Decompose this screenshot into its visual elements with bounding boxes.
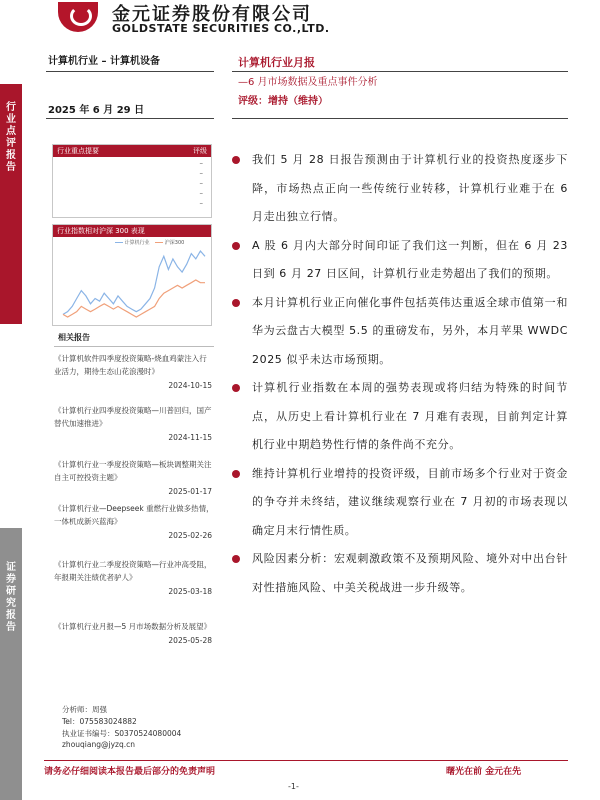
key-point-text: 我们 5 月 28 日报告预测由于计算机行业的投资热度逐步下降，市场热点正向一些传统行业转移，计算机行业难于在 6 月走出独立行情。 (252, 153, 568, 223)
analyst-email[interactable]: zhouqiang@jyzq.cn (62, 740, 135, 749)
bullet-dot-icon (232, 156, 240, 164)
bullet-dot-icon (232, 299, 240, 307)
key-point-text: 本月计算机行业正向催化事件包括英伟达重返全球市值第一和华为云盘古大模型 5.5 的重磅发布，另外，本月苹果 WWDC 2025 似乎未达市场预期。 (252, 295, 568, 366)
related-report-item[interactable] (54, 458, 214, 498)
key-point-text: A 股 6 月内大部分时间印证了我们这一判断，但在 6 月 23 日到 6 月 27 日区间，计算机行业走势超出了我们的预期。 (252, 238, 568, 280)
legend-swatch-hs300 (155, 242, 163, 243)
analyst-name: 分析师：周强 (62, 705, 107, 714)
related-report-date: 2024-11-15 (168, 433, 212, 442)
divider (46, 118, 214, 119)
key-point (232, 460, 568, 546)
research-label: 证券研究报告 (6, 562, 16, 633)
key-points-list (232, 146, 568, 602)
divider (232, 118, 568, 119)
analyst-cert: 执业证书编号：S0370524080004 (62, 729, 182, 738)
related-report-item[interactable] (54, 620, 214, 647)
industry-label: 计算机行业 – 计算机设备 (48, 56, 160, 67)
chart-legend (115, 239, 184, 246)
report-date: 2025 年 6 月 29 日 (48, 105, 145, 116)
divider (54, 346, 214, 347)
report-subtitle: —6 月市场数据及重点事件分析 (238, 77, 378, 88)
rating-placeholder: – (199, 159, 203, 167)
related-report-title: 《计算机行业四季度投资策略—川普回归，国产替代加速推进》 (54, 406, 212, 428)
legend-label-hs300: 沪深300 (164, 240, 185, 246)
chart-title: 行业指数相对沪深 300 表现 (57, 227, 145, 235)
report-rating: 评级：增持（维持） (238, 96, 328, 107)
related-report-date: 2024-10-15 (168, 381, 212, 390)
disclaimer-note: 请务必仔细阅读本报告最后部分的免责声明 (44, 767, 216, 777)
key-point (232, 232, 568, 289)
key-point (232, 545, 568, 602)
brand-name-cn: 金元证券股份有限公司 (112, 4, 312, 25)
related-report-item[interactable] (54, 404, 214, 444)
research-tag (0, 528, 22, 800)
legend-label-industry: 计算机行业 (124, 240, 150, 246)
rating-placeholder: – (199, 199, 203, 207)
key-events-title: 行业重点提要 (57, 147, 99, 155)
report-type-tag (0, 84, 22, 324)
chart-header (53, 225, 211, 237)
key-events-header (53, 145, 211, 157)
key-point (232, 374, 568, 460)
footer-divider (44, 760, 568, 761)
related-report-date: 2025-02-26 (168, 531, 212, 540)
related-report-item[interactable] (54, 502, 214, 542)
related-report-title: 《计算机行业二季度投资策略—行业冲高受阻，年报期关注绩优者驴人》 (54, 560, 212, 582)
related-report-date: 2025-05-28 (168, 636, 212, 645)
bullet-dot-icon (232, 470, 240, 478)
series-line-1 (63, 280, 205, 317)
divider (232, 71, 568, 72)
key-point-text: 维持计算机行业增持的投资评级，目前市场多个行业对于资金的争夺并未终结，建议继续观察行业在 7 月初的市场表现以确定月末行情性质。 (252, 466, 568, 537)
related-report-title: 《计算机软件四季度投资策略-烧血鸡蒙注入行业活力，期待生态山花浪漫时》 (54, 354, 207, 376)
bullet-dot-icon (232, 555, 240, 563)
key-point-text: 计算机行业指数在本周的强势表现或将归结为特殊的时间节点，从历史上看计算机行业在 7 月难有表现，目前判定计算机行业中期趋势性行情的条件尚不充分。 (252, 381, 568, 451)
related-report-item[interactable] (54, 558, 214, 598)
related-report-date: 2025-03-18 (168, 587, 212, 596)
index-line-chart (59, 247, 209, 321)
bullet-dot-icon (232, 242, 240, 250)
page-number: -1- (288, 782, 299, 791)
related-report-title: 《计算机行业一季度投资策略—板块调整期关注自主可控投资主题》 (54, 460, 212, 482)
report-type-label: 行业点评报告 (6, 102, 16, 173)
company-slogan: 曙光在前 金元在先 (446, 767, 522, 777)
related-report-date: 2025-01-17 (168, 487, 212, 496)
legend-swatch-industry (115, 242, 123, 243)
related-report-item[interactable] (54, 352, 214, 392)
key-point (232, 289, 568, 375)
report-title: 计算机行业月报 (238, 56, 315, 69)
index-performance-chart-box (52, 224, 212, 326)
related-report-title: 《计算机行业—Deepseek 重燃行业做多热情，一体机成新兴蓝海》 (54, 504, 214, 526)
related-reports-title: 相关报告 (58, 333, 90, 342)
divider (46, 71, 214, 72)
rating-placeholder: – (199, 169, 203, 177)
key-events-box (52, 144, 212, 218)
analyst-tel: Tel：075583024882 (62, 717, 137, 726)
key-point-text: 风险因素分析：宏观刺激政策不及预期风险、境外对中出台针对性措施风险、中美关税战进一步升级等。 (252, 552, 568, 594)
related-report-title: 《计算机行业月报—5 月市场数据分析及展望》 (54, 622, 212, 631)
brand-name-en: GOLDSTATE SECURITIES CO.,LTD. (112, 22, 330, 35)
series-line-0 (63, 251, 205, 314)
company-logo (58, 2, 98, 32)
key-point (232, 146, 568, 232)
rating-placeholder: – (199, 179, 203, 187)
rating-placeholder: – (199, 189, 203, 197)
bullet-dot-icon (232, 384, 240, 392)
rating-column-title: 评级 (193, 147, 207, 155)
